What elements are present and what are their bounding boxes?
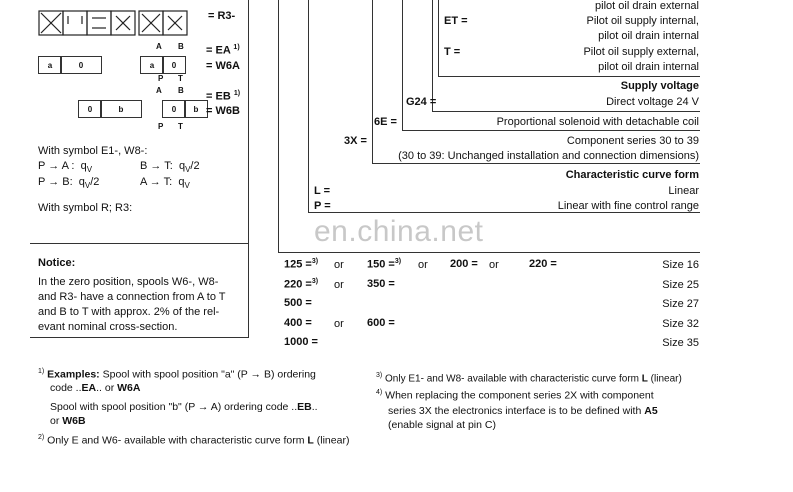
size-row4-b: 600 =: [367, 317, 395, 329]
p-desc: Linear with fine control range: [557, 200, 699, 212]
supply-voltage-title: Supply voltage: [620, 80, 699, 92]
size-row3-a: 500 =: [284, 297, 312, 309]
w6b-label: = W6B: [206, 105, 240, 117]
port-a-label: A: [156, 42, 162, 51]
size-row4-size: Size 32: [662, 318, 699, 330]
r3-label: = R3-: [208, 10, 236, 22]
size-row1-or1: or: [334, 259, 344, 271]
r3-spool-graphic: [38, 10, 206, 36]
spool-cell-0: 0: [60, 56, 102, 74]
p-code: P =: [314, 200, 331, 212]
t-line-2: pilot oil drain internal: [598, 61, 699, 73]
tree-line-6e-bottom: [402, 130, 700, 131]
port-p-label: P: [158, 74, 164, 83]
l-desc: Linear: [668, 185, 699, 197]
size-row2-or: or: [334, 279, 344, 291]
notice-title: Notice:: [38, 257, 76, 269]
size-row1-c: 200 =: [450, 258, 478, 270]
footnote-4-line-3: (enable signal at pin C): [388, 419, 496, 431]
footnote-1-line-1: $^{1)}$ Examples: Spool with spool position "a" (P → B) ordering: [38, 368, 316, 381]
size-row2-size: Size 25: [662, 279, 699, 291]
spool-cell-a2: a: [140, 56, 164, 74]
et-line-2: pilot oil drain internal: [598, 30, 699, 42]
pilot-ext-drain-ext: pilot oil drain external: [595, 0, 699, 12]
port-t-label: T: [178, 74, 183, 83]
spool-cell-b2: b: [184, 100, 208, 118]
port-a-label-2: A: [156, 86, 162, 95]
footnote-3: $^{3)}$ Only E1- and W8- available with characteristic curve form L (linear): [376, 372, 682, 385]
left-panel-divider: [30, 243, 248, 244]
flow-pb: P → B: $q_V/2$: [38, 176, 100, 191]
footnote-2: $^{2)}$ Only E and W6- available with characteristic curve form L (linear): [38, 434, 350, 447]
tree-line-g24-bottom: [432, 111, 700, 112]
et-code: ET =: [444, 15, 468, 27]
notice-line-1: In the zero position, spools W6-, W8-: [38, 276, 219, 288]
symbol-r-caption: With symbol R; R3:: [38, 202, 133, 214]
e6-desc: Proportional solenoid with detachable coil: [496, 116, 699, 128]
size-row1-or3: or: [489, 259, 499, 271]
port-p-label-2: P: [158, 122, 164, 131]
r3-spool-symbol: [38, 10, 206, 36]
symbol-e1-caption: With symbol E1-, W8-:: [38, 145, 148, 157]
tree-line-p-bottom: [308, 212, 700, 213]
g24-code: G24 =: [406, 96, 437, 108]
tree-line-6e: [402, 0, 403, 130]
footnote-4-line-1: $^{4)}$ When replacing the component series 2X with component: [376, 389, 654, 402]
t-code: T =: [444, 46, 461, 58]
spool-cell-02: 0: [162, 56, 186, 74]
spool-cell-0-b: 0: [78, 100, 102, 118]
flow-bt: B → T: $q_V/2$: [140, 160, 200, 175]
tree-line-3x: [372, 0, 373, 163]
tree-line-sizes-bottom: [278, 252, 700, 253]
tree-line-g24: [432, 0, 433, 111]
tree-line-sizes: [278, 0, 279, 252]
footnote-1-line-2: code ..EA.. or W6A: [50, 382, 141, 394]
l-code: L =: [314, 185, 331, 197]
footnote-1-line-4: or W6B: [50, 415, 86, 427]
footnote-4-line-2: series 3X the electronics interface is to be defined with A5: [388, 405, 658, 417]
size-row3-size: Size 27: [662, 298, 699, 310]
size-row2-a: 220 =$^{3)}$: [284, 278, 319, 291]
x3-desc-1: Component series 30 to 39: [566, 135, 699, 147]
size-row5-a: 1000 =: [284, 336, 318, 348]
spool-cell-0-b2: 0: [162, 100, 186, 118]
size-row4-a: 400 =: [284, 317, 312, 329]
left-panel-border-bottom: [30, 337, 249, 338]
size-row2-b: 350 =: [367, 278, 395, 290]
size-row1-d: 220 =: [529, 258, 557, 270]
notice-line-2: and R3- have a connection from A to T: [38, 291, 226, 303]
size-row1-or2: or: [418, 259, 428, 271]
tree-line-p: [308, 0, 309, 212]
spool-cell-b: b: [100, 100, 142, 118]
size-row5-size: Size 35: [662, 337, 699, 349]
spool-cell-a: a: [38, 56, 62, 74]
footnote-1-line-3: Spool with spool position "b" (P → A) ordering code ..EB..: [50, 401, 318, 413]
tree-line-pilot: [438, 0, 439, 76]
tree-line-pilot-bottom: [438, 76, 700, 77]
w6a-label: = W6A: [206, 60, 240, 72]
x3-code: 3X =: [344, 135, 367, 147]
ea-label: = EA $^{1)}$: [206, 44, 240, 57]
flow-pa: P → A : $q_V$: [38, 160, 93, 175]
left-panel-border-right: [248, 0, 249, 337]
notice-line-4: evant nominal cross-section.: [38, 321, 178, 333]
e6-code: 6E =: [374, 116, 397, 128]
size-row4-or: or: [334, 318, 344, 330]
size-row1-size: Size 16: [662, 259, 699, 271]
notice-line-3: and B to T with approx. 2% of the rel-: [38, 306, 220, 318]
g24-desc: Direct voltage 24 V: [606, 96, 699, 108]
curve-title: Characteristic curve form: [565, 169, 699, 181]
flow-at: A → T: $q_V$: [140, 176, 190, 191]
eb-label: = EB $^{1)}$: [206, 90, 241, 103]
watermark: en.china.net: [314, 215, 484, 248]
port-b-label: B: [178, 42, 184, 51]
et-line-1: Pilot oil supply internal,: [586, 15, 699, 27]
port-t-label-2: T: [178, 122, 183, 131]
port-b-label-2: B: [178, 86, 184, 95]
x3-desc-2: (30 to 39: Unchanged installation and connection dimensions): [398, 150, 699, 162]
size-row1-a: 125 =$^{3)}$: [284, 258, 319, 271]
tree-line-3x-bottom: [372, 163, 700, 164]
t-line-1: Pilot oil supply external,: [583, 46, 699, 58]
size-row1-b: 150 =$^{3)}$: [367, 258, 402, 271]
